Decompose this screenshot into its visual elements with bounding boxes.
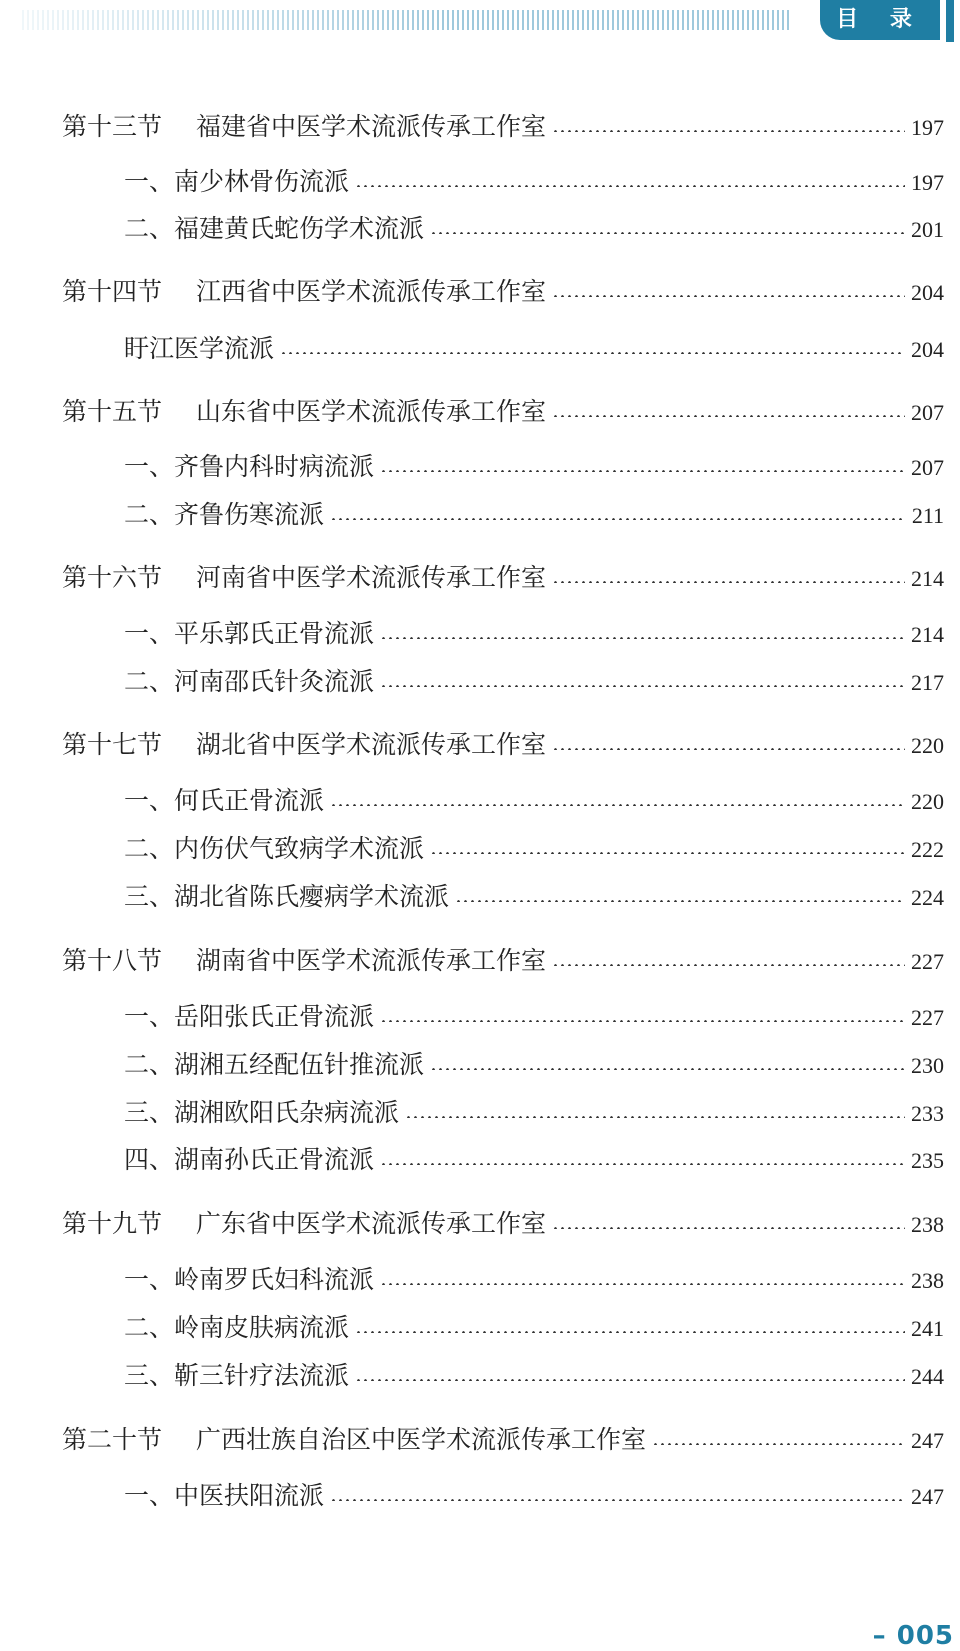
dot-leader bbox=[430, 232, 905, 234]
dot-leader bbox=[380, 685, 905, 687]
entry-title: 福建省中医学术流派传承工作室 bbox=[196, 112, 547, 141]
entry-title: 一、南少林骨伤流派 bbox=[124, 167, 350, 196]
dot-leader bbox=[552, 130, 905, 132]
toc-subsection-row[interactable] bbox=[124, 498, 944, 533]
entry-page-number: 247 bbox=[911, 1428, 944, 1453]
dot-leader bbox=[380, 470, 905, 472]
dot-leader bbox=[552, 748, 905, 750]
dot-leader bbox=[330, 1499, 905, 1501]
toc-section-row[interactable] bbox=[62, 110, 944, 145]
dot-leader bbox=[355, 185, 905, 187]
entry-page-number: 220 bbox=[911, 789, 944, 814]
entry-title: 一、中医扶阳流派 bbox=[124, 1481, 325, 1510]
dot-leader bbox=[552, 295, 905, 297]
entry-page-number: 197 bbox=[911, 115, 944, 140]
section-number: 第十九节 bbox=[62, 1209, 163, 1238]
toc-subsection-row[interactable] bbox=[124, 1048, 944, 1083]
section-number: 第十四节 bbox=[62, 277, 163, 306]
toc-section-row[interactable] bbox=[62, 561, 944, 596]
dot-leader bbox=[430, 1068, 905, 1070]
entry-page-number: 247 bbox=[911, 1484, 944, 1509]
section-number: 第十三节 bbox=[62, 112, 163, 141]
dot-leader bbox=[552, 964, 905, 966]
entry-page-number: 201 bbox=[911, 217, 944, 242]
entry-page-number: 244 bbox=[911, 1364, 944, 1389]
dot-leader bbox=[380, 1020, 905, 1022]
entry-page-number: 214 bbox=[911, 622, 944, 647]
toc-subsection-row[interactable] bbox=[124, 1000, 944, 1035]
entry-page-number: 238 bbox=[911, 1212, 944, 1237]
entry-page-number: 227 bbox=[911, 1005, 944, 1030]
section-number: 第二十节 bbox=[62, 1425, 163, 1454]
contents-tab: 目 录 bbox=[820, 0, 940, 40]
entry-page-number: 211 bbox=[911, 503, 944, 528]
decorative-stripes bbox=[22, 10, 792, 30]
toc-subsection-row[interactable] bbox=[124, 212, 944, 247]
toc-subsection-row[interactable] bbox=[124, 1263, 944, 1298]
entry-title: 山东省中医学术流派传承工作室 bbox=[196, 397, 547, 426]
page-number: – 005 bbox=[872, 1621, 954, 1651]
dot-leader bbox=[455, 900, 905, 902]
entry-title: 三、靳三针疗法流派 bbox=[124, 1361, 350, 1390]
entry-title: 一、齐鲁内科时病流派 bbox=[124, 452, 375, 481]
toc-section-row[interactable] bbox=[62, 275, 944, 310]
entry-title: 广东省中医学术流派传承工作室 bbox=[196, 1209, 547, 1238]
entry-title: 二、岭南皮肤病流派 bbox=[124, 1313, 350, 1342]
entry-title: 二、齐鲁伤寒流派 bbox=[124, 500, 325, 529]
toc-section-row[interactable] bbox=[62, 395, 944, 430]
entry-title: 三、湖北省陈氏瘿病学术流派 bbox=[124, 882, 450, 911]
entry-title: 一、平乐郭氏正骨流派 bbox=[124, 619, 375, 648]
toc-section-row[interactable] bbox=[62, 944, 944, 979]
dot-leader bbox=[405, 1116, 905, 1118]
entry-title: 二、河南邵氏针灸流派 bbox=[124, 667, 375, 696]
entry-title: 盱江医学流派 bbox=[124, 334, 275, 363]
dot-leader bbox=[280, 352, 905, 354]
dot-leader bbox=[652, 1443, 905, 1445]
entry-title: 二、福建黄氏蛇伤学术流派 bbox=[124, 214, 425, 243]
section-number: 第十七节 bbox=[62, 730, 163, 759]
entry-page-number: 233 bbox=[911, 1101, 944, 1126]
entry-page-number: 230 bbox=[911, 1053, 944, 1078]
entry-page-number: 224 bbox=[911, 885, 944, 910]
toc-section-row[interactable] bbox=[62, 1423, 944, 1458]
toc-subsection-row[interactable] bbox=[124, 832, 944, 867]
toc-subsection-row[interactable] bbox=[124, 450, 944, 485]
dot-leader bbox=[552, 581, 905, 583]
toc-subsection-row[interactable] bbox=[124, 880, 944, 915]
dot-leader bbox=[552, 1227, 905, 1229]
dot-leader bbox=[330, 804, 905, 806]
toc-subsection-row[interactable] bbox=[124, 332, 944, 367]
entry-page-number: 204 bbox=[911, 337, 944, 362]
dot-leader bbox=[330, 518, 906, 520]
toc-subsection-row[interactable] bbox=[124, 1311, 944, 1346]
entry-page-number: 207 bbox=[911, 400, 944, 425]
dot-leader bbox=[380, 1283, 905, 1285]
entry-page-number: 207 bbox=[911, 455, 944, 480]
entry-page-number: 214 bbox=[911, 566, 944, 591]
entry-title: 三、湖湘欧阳氏杂病流派 bbox=[124, 1098, 400, 1127]
dot-leader bbox=[430, 852, 905, 854]
entry-page-number: 222 bbox=[911, 837, 944, 862]
entry-title: 湖南省中医学术流派传承工作室 bbox=[196, 946, 547, 975]
toc-subsection-row[interactable] bbox=[124, 1096, 944, 1131]
tab-edge-bar bbox=[946, 0, 954, 42]
toc-subsection-row[interactable] bbox=[124, 1143, 944, 1178]
toc-subsection-row[interactable] bbox=[124, 617, 944, 652]
entry-title: 广西壮族自治区中医学术流派传承工作室 bbox=[196, 1425, 647, 1454]
entry-page-number: 197 bbox=[911, 170, 944, 195]
section-number: 第十六节 bbox=[62, 563, 163, 592]
entry-title: 一、岭南罗氏妇科流派 bbox=[124, 1265, 375, 1294]
section-number: 第十五节 bbox=[62, 397, 163, 426]
dot-leader bbox=[380, 1163, 905, 1165]
entry-page-number: 204 bbox=[911, 280, 944, 305]
dot-leader bbox=[355, 1331, 905, 1333]
toc-subsection-row[interactable] bbox=[124, 1359, 944, 1394]
entry-title: 二、内伤伏气致病学术流派 bbox=[124, 834, 425, 863]
toc-subsection-row[interactable] bbox=[124, 784, 944, 819]
dot-leader bbox=[552, 415, 905, 417]
entry-title: 一、何氏正骨流派 bbox=[124, 786, 325, 815]
entry-title: 一、岳阳张氏正骨流派 bbox=[124, 1002, 375, 1031]
toc-section-row[interactable] bbox=[62, 728, 944, 763]
entry-page-number: 241 bbox=[911, 1316, 944, 1341]
dot-leader bbox=[380, 637, 905, 639]
header-band bbox=[0, 0, 960, 40]
toc-section-row[interactable] bbox=[62, 1207, 944, 1242]
entry-title: 二、湖湘五经配伍针推流派 bbox=[124, 1050, 425, 1079]
dot-leader bbox=[355, 1379, 905, 1381]
toc-subsection-row[interactable] bbox=[124, 665, 944, 700]
section-number: 第十八节 bbox=[62, 946, 163, 975]
entry-page-number: 238 bbox=[911, 1268, 944, 1293]
toc-subsection-row[interactable] bbox=[124, 165, 944, 200]
entry-page-number: 227 bbox=[911, 949, 944, 974]
entry-title: 四、湖南孙氏正骨流派 bbox=[124, 1145, 375, 1174]
entry-page-number: 220 bbox=[911, 733, 944, 758]
entry-title: 湖北省中医学术流派传承工作室 bbox=[196, 730, 547, 759]
entry-title: 江西省中医学术流派传承工作室 bbox=[196, 277, 547, 306]
entry-page-number: 217 bbox=[911, 670, 944, 695]
toc-subsection-row[interactable] bbox=[124, 1479, 944, 1514]
entry-title: 河南省中医学术流派传承工作室 bbox=[196, 563, 547, 592]
entry-page-number: 235 bbox=[911, 1148, 944, 1173]
